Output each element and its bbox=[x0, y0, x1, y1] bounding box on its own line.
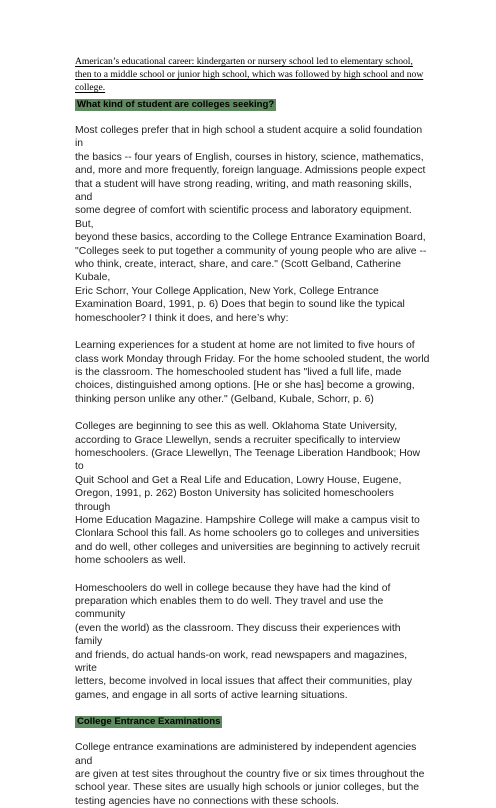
document-page bbox=[75, 55, 430, 808]
paragraph-colleges-recruiting: Colleges are beginning to see this as well. Oklahoma State University, according to Grace Llewellyn, sends a recruiter specifically to interview homeschoolers. (Grace Llewellyn, The Teenage Liberation Handbook; How to Quit School and Get a Real Life and Education, Lowry House, Eugene, Oregon, 1991, p. 262) Boston University has solicited homeschoolers through Home Education Magazine. Hampshire College will make a campus visit to Clonlara School this fall. As home schoolers go to colleges and universities and do well, other colleges and universities are beginning to actively recruit home schoolers as well. bbox=[75, 421, 421, 567]
paragraph-basics: Most colleges prefer that in high school a student acquire a solid foundation in the basics -- four years of English, courses in history, science, mathematics, and, more and more frequently, foreign language. Admissions people expect that a student will have strong reading, writing, and math reasoning skills, and some degree of comfort with scientific process and laboratory equipment. But, beyond these basics, according to the College Entrance Examination Board, "Colleges seek to put together a community of young people who are alive -- who think, create, interact, share, and care." (Scott Gelband, Catherine Kubale, Eric Schorr, Your College Application, New York, College Entrance Examination Board, 1991, p. 6) Does that begin to sound like the typical homeschooler? I think it does, and here’s why: bbox=[75, 125, 427, 324]
paragraph-learning-experiences: Learning experiences for a student at home are not limited to five hours of class work Monday through Friday. For the home schooled student, the world is the classroom. The homeschooled student has "lived a full life, made choices, distinguished among options. [He or she has] become a growing, thinking person unlike any other." (Gelband, Kubale, Schorr, p. 6) bbox=[75, 340, 430, 405]
section-heading-entrance-exams: College Entrance Examinations bbox=[77, 716, 221, 728]
paragraph-entrance-exams: College entrance examinations are administered by independent agencies and are given at test sites throughout the country five or six times throughout the school year. These sites are usually high schools or junior colleges, but the testing agencies have no connections with these schools. bbox=[75, 742, 425, 807]
intro-text: American’s educational career: kindergarten or nursery school led to elementary school, then to a middle school or junior high school, which was followed by high school and now college. bbox=[75, 56, 424, 93]
section-heading-colleges-seeking: What kind of student are colleges seeking? bbox=[77, 99, 275, 110]
paragraph-homeschoolers-do-well: Homeschoolers do well in college because they have had the kind of preparation which enables them to do well. They travel and use the community (even the world) as the classroom. They discuss their experiences with family and friends, do actual hands-on work, read newspapers and magazines, write letters, become involved in local issues that affect their communities, play games, and engage in all sorts of active learning situations. bbox=[75, 582, 413, 701]
